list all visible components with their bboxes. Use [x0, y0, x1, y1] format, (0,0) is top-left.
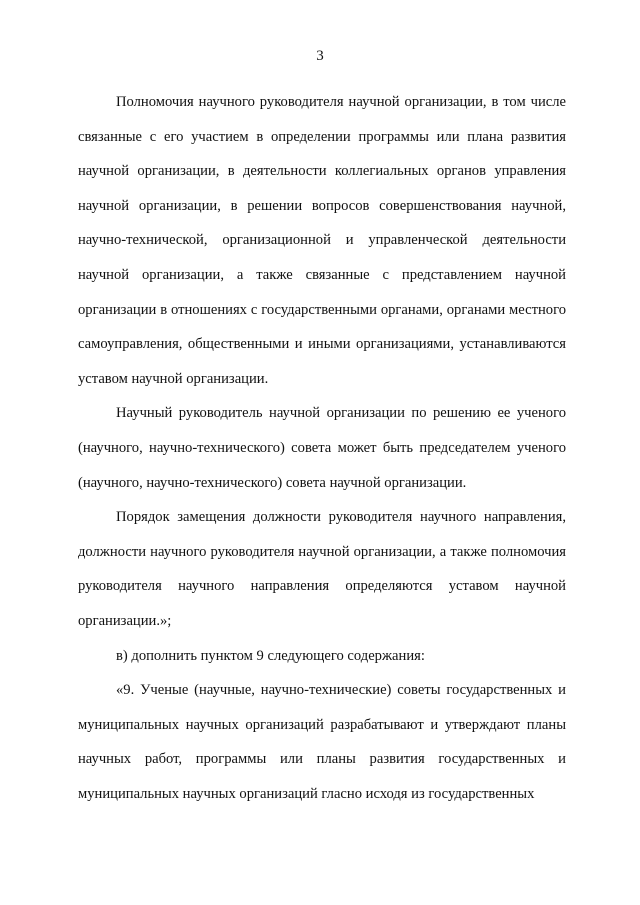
paragraph-council-chair: Научный руководитель научной организации по решению ее ученого (научного, научно-технического) совета может быть председателем ученого (научного, научно-технического) совета научной организации.	[78, 405, 566, 491]
document-body	[78, 85, 566, 811]
paragraph-appointment-order: Порядок замещения должности руководителя научного направления, должности научного руководителя научной организации, а также полномочия руководителя научного направления определяются уставом научной организации.»;	[78, 509, 566, 629]
paragraph-item-9: «9. Ученые (научные, научно-технические) советы государственных и муниципальных научных организаций разрабатывают и утверждают планы научных работ, программы или планы развития государственных и муниципальных научных организаций гласно исходя из государственных	[78, 682, 566, 802]
paragraph-amendment-intro: в) дополнить пунктом 9 следующего содержания:	[116, 647, 425, 664]
page-number: 3	[316, 48, 324, 64]
paragraph-powers: Полномочия научного руководителя научной организации, в том числе связанные с его участием в определении программы или плана развития научной организации, в деятельности коллегиальных органов управления научной организации, в решении вопросов совершенствования научной, научно-технической, организационной и управленческой деятельности научной организации, а также связанные с представлением научной организации в отношениях с государственными органами, органами местного самоуправления, общественными и иными организациями, устанавливаются уставом научной организации.	[78, 94, 566, 387]
